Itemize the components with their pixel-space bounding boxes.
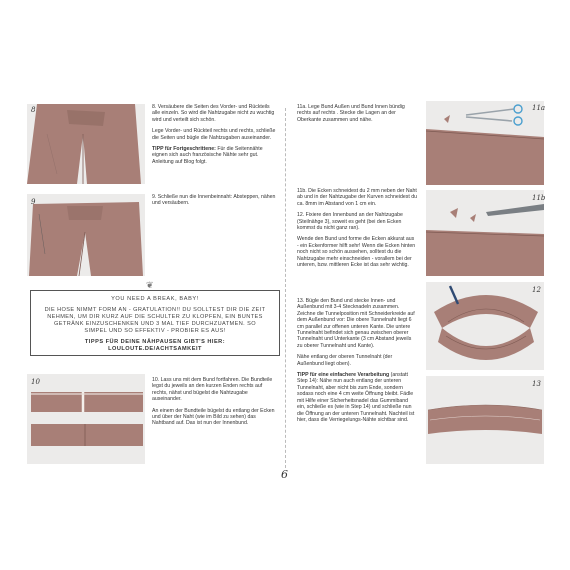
- step-13-tip-label: TIPP für eine einfachere Verarbeitung: [297, 372, 390, 379]
- step-8-tip: [152, 146, 278, 165]
- page-divider: [285, 108, 286, 468]
- photo-number-8: 8: [31, 106, 36, 114]
- trousers-sides-illustration: [27, 104, 145, 184]
- step-8-tip-label: TIPP für Fortgeschrittene:: [152, 146, 216, 153]
- photo-step-11b: [426, 190, 544, 276]
- photo-step-9: [27, 194, 145, 276]
- step-9-text: [152, 194, 278, 212]
- waistband-pieces-illustration: [27, 374, 145, 464]
- corner-clipping-illustration: [426, 190, 544, 276]
- photo-step-11a: [426, 101, 544, 185]
- step-8-para-2: Lege Vorder- und Rückteil rechts und rechts, schließe die Seiten und bügle die Nahtzugaben auseinander.: [152, 128, 276, 141]
- photo-step-8: [27, 104, 145, 184]
- break-box-tips-label: TIPPS FÜR DEINE NÄHPAUSEN GIBT'S HIER:: [84, 339, 226, 345]
- step-11a-text: [297, 104, 417, 128]
- waistband-scissors-illustration: [426, 101, 544, 185]
- step-13-text: [297, 298, 417, 428]
- break-box-link: LOULOUTE.DE/ACHTSAMKEIT: [108, 346, 202, 352]
- step-13-para-1: 13. Bügle den Bund und stecke Innen- und Außenbund mit 3-4 Stecknadeln zusammen. Zeichne die Tunnelposition mit Schneiderkreide auf dem Außenbund vor: Die obere Tunnelnaht liegt 6 cm parallel zur offenen unteren Kante. Die untere Tunnelnaht befindet sich genau zwischen oberer Tunnelnaht und Unterkante (3 cm Abstand jeweils zu oberer Tunnelnaht und Kante).: [297, 298, 415, 349]
- photo-number-11b: 11b: [532, 194, 546, 202]
- step-11a-para-1: 11a. Lege Bund Außen und Bund Innen bündig rechts auf rechts . Stecke die Lagen an der Oberkante zusammen und nähe.: [297, 104, 405, 123]
- break-box-headline: YOU NEED A BREAK, BABY!: [111, 296, 199, 302]
- photo-step-13: [426, 376, 544, 464]
- waistband-loop-illustration: [426, 282, 544, 370]
- step-8-tip-text: Für die Seitennähte eignen sich auch französische Nähte sehr gut. Anleitung auf Blog folgt.: [152, 146, 263, 165]
- step-10-para-1: 10. Lass uns mit dem Bund fortfahren. Die Bundteile legst du jeweils an den kurzen Enden rechts auf rechts, nähst und bügelst die Nahtzugabe auseinander.: [152, 377, 273, 403]
- step-13-tip: [297, 372, 417, 423]
- step-10-text: [152, 377, 278, 432]
- photo-step-10: [27, 374, 145, 464]
- photo-number-13: 13: [532, 380, 541, 388]
- step-13-tip-text: (anstatt Step 14): Nähe nun auch entlang der unteren Tunnelnaht, aber nicht bis zum Ende, sondern sodass noch eine 4 cm weite Öffnung bleibt. Fädle mit Hilfe einer Sicherheitsnadel das Gummiband ein, schließe es (wie in Step 14) und schließe nun die Öffnung an der unteren Tunnelnaht. Nachteil ist hier, dass die Verriegelungs-Nähte sichtbar sind.: [297, 372, 415, 423]
- photo-number-10: 10: [31, 378, 40, 386]
- photo-number-11a: 11a: [532, 104, 546, 112]
- step-8-text: [152, 104, 278, 170]
- step-8-para-1: 8. Versäubere die Seiten des Vorder- und Rückteils alle einzeln. So wird die Nahtzugabe nicht zu wuchtig wird und verteilt sich schön.: [152, 104, 275, 123]
- trousers-inseam-illustration: [27, 194, 145, 276]
- step-13-para-2: Nähe entlang der oberen Tunnelnaht (der Außenbund liegt oben).: [297, 354, 393, 367]
- step-11b-12-text: [297, 188, 417, 273]
- page-number: 6: [281, 468, 288, 481]
- step-11b-para-1: 11b. Die Ecken schneidest du 2 mm neben der Naht ab und in der Nahtzugabe der Kurven schneidest du ca. 8mm im Abstand von 1 cm ein.: [297, 188, 417, 207]
- break-box-message: DIE HOSE NIMMT FORM AN - GRATULATION!! DU SOLLTEST DIR DIE ZEIT NEHMEN, UM DIR KURZ AUF DIE SCHULTER ZU KLOPFEN, EIN BUNTES GETRÄNK EINZUSCHENKEN UND 3 MAL TIEF DURCHZUATMEN. SO SIMPEL UND SO EFFEKTIV - PROBIER ES AUS!: [44, 307, 266, 334]
- step-9-para-1: 9. Schließe nun die Innenbeinnaht: Absteppen, nähen und versäubern.: [152, 194, 276, 207]
- waistband-tunnel-illustration: [426, 376, 544, 464]
- leaf-icon: ❦: [146, 280, 154, 290]
- photo-number-9: 9: [31, 198, 36, 206]
- step-12-para-2: Wende den Bund und forme die Ecken akkurat aus - ein Eckenformer hilft sehr! Wenn die Ecken hinten noch nicht so schön aussehen, solltest du die Nahtzugabe mehr einschneiden - vorallem bei der unteren, bzw. mittleren Ecke ist das sehr wichtig.: [297, 236, 416, 269]
- step-12-para-1: 12. Fixiere den Innenbund an der Nahtzugabe (Steilnähge 3), soweit es geht (bei den Ecken kommst du nicht ganz ran).: [297, 212, 403, 232]
- step-10-para-2: An einem der Bundteile bügelst du entlang der Ecken und über der Naht (wie im Bild zu sehen) das Nahtband auf. Das ist nun der Innenbund.: [152, 407, 275, 427]
- break-box: [30, 290, 280, 356]
- photo-step-12: [426, 282, 544, 370]
- photo-number-12: 12: [532, 286, 541, 294]
